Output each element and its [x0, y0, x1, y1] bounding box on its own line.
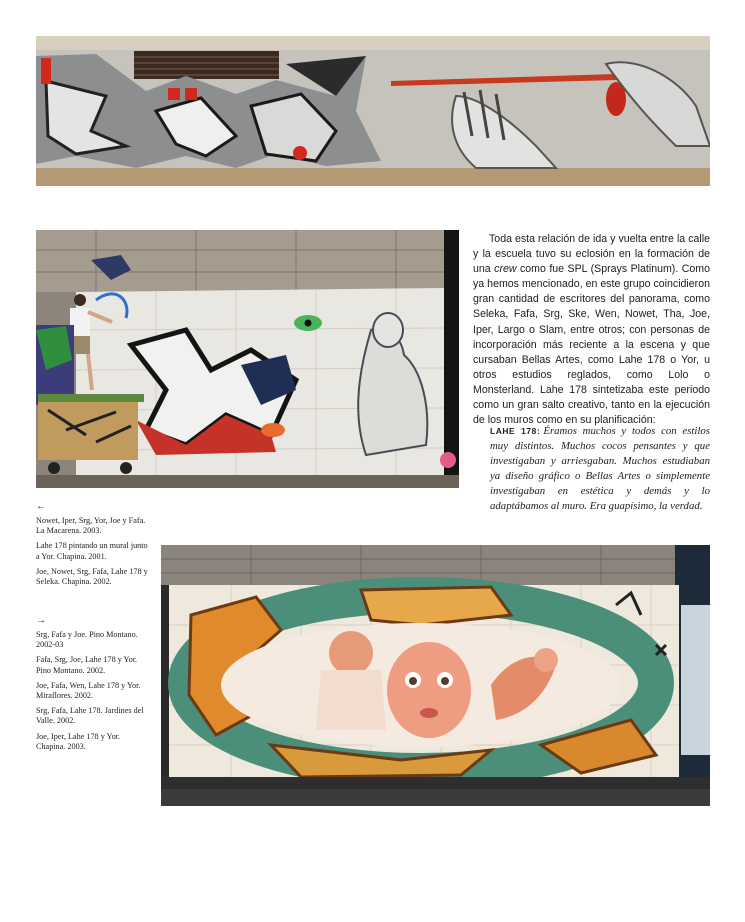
photo-mural-hands: [36, 36, 710, 186]
captions-next-page: [36, 615, 148, 757]
caption-item: Srg, Fafa y Joe. Pino Montano. 2002-03: [36, 630, 138, 650]
caption-item: Lahe 178 pintando un mural junto a Yor. Chapina. 2001.: [36, 541, 148, 561]
body-text-part-1: Toda esta relación de ida y vuelta entre la calle y la escuela tuvo su eclosión en la formación de una: [473, 233, 710, 276]
body-text-part-2: como fue SPL (Sprays Platinum). Como ya hemos mencionado, en este grupo coincidieron gran cantidad de escritores del panorama, como Seleka, Fafa, Srg, Ske, Wen, Nowet, Tha, Joe, Iper, Largo o Slam, entre otros; con personas de incorporación más reciente a la escena y que cursaban Bellas Artes, como Lahe 178 o Yor, u otros estudios reglados, como Lolo o Monsterland. Lahe 178 sintetizaba este periodo como un gran salto creativo, tanto en la ejecución de los muros como en su planificación:: [473, 263, 710, 427]
left-arrow-icon: ←: [36, 501, 46, 512]
quote-text: Éramos muchos y todos con estilos muy distintos. Muchos cocos pensantes y que investigaban y arriesgaban. Muchos estudiaban ya diseño gráfico o Bellas Artes o simplemente investigaban en estética y demás y lo adaptábamos al muro. Era guapísimo, la verdad.: [490, 425, 710, 512]
photo-painting-mural: [36, 230, 459, 488]
interview-quote: [490, 424, 710, 514]
caption-item: Srg, Fafa, Lahe 178. Jardines del Valle. 2002.: [36, 706, 144, 726]
body-text-italic-crew: crew: [494, 263, 517, 276]
quote-speaker: LAHE 178:: [490, 426, 541, 436]
caption-item: Nowet, Iper, Srg, Yor, Joe y Fafa. La Macarena. 2003.: [36, 516, 146, 536]
caption-item: Joe, Iper, Lahe 178 y Yor. Chapina. 2003.: [36, 731, 121, 751]
caption-item: Fafa, Srg, Joe, Lahe 178 y Yor. Pino Montano. 2002.: [36, 655, 138, 675]
caption-item: Joe, Nowet, Srg, Fafa, Lahe 178 y Seleka. Chapina. 2002.: [36, 566, 148, 587]
captions-previous-page: [36, 501, 148, 592]
photo-mural-children: [161, 545, 710, 806]
caption-item: Joe, Fafa, Wen, Lahe 178 y Yor. Miraflores. 2002.: [36, 680, 141, 701]
body-paragraph: [473, 232, 710, 428]
right-arrow-icon: →: [36, 615, 46, 626]
